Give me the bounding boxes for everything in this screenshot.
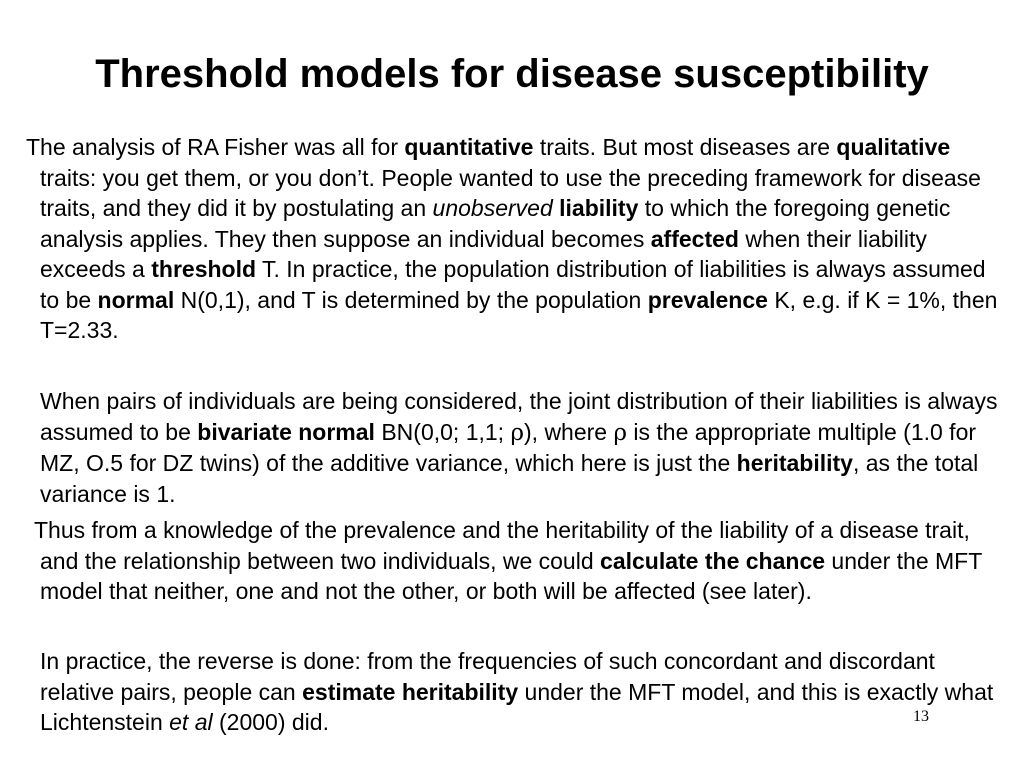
- text-run: to which the foregoing genetic analysis applies. They then suppose an individual becomes: [40, 195, 951, 252]
- text-run: is the appropriate multiple (1.0 for MZ, O.5 for DZ twins) of the additive variance, which here is just the: [40, 418, 977, 476]
- text-run: In practice, the reverse is done: from the frequencies of such concordant and discordant relative pairs, people can: [40, 648, 935, 705]
- term-normal: normal: [97, 286, 175, 313]
- rho-symbol: ρ: [510, 419, 524, 446]
- term-calculate-the-chance: calculate the chance: [600, 547, 826, 574]
- rho-symbol: ρ: [613, 419, 628, 446]
- text-run: traits. But most diseases are: [533, 134, 837, 160]
- text-run: under the MFT model that neither, one and not the other, or both will be affected (see later).: [40, 547, 982, 604]
- paragraph-calculate-chance: [34, 515, 1000, 607]
- term-heritability: heritability: [736, 450, 853, 476]
- slide-number: 13: [913, 708, 929, 725]
- text-run: T. In practice, the population distribution of liabilities is always assumed to be: [40, 256, 986, 313]
- text-run: N(0,1), and T is determined by the population: [174, 286, 648, 313]
- text-run: The analysis of RA Fisher was all for: [26, 134, 405, 160]
- text-run: , as the total variance is 1.: [40, 450, 979, 507]
- term-bivariate-normal: bivariate normal: [197, 418, 375, 445]
- paragraph-fisher-quantitative: [26, 132, 1000, 346]
- term-et-al: et al: [169, 709, 213, 735]
- term-estimate-heritability: estimate heritability: [302, 678, 519, 705]
- term-affected: affected: [650, 225, 739, 252]
- text-run: When pairs of individuals are being considered, the joint distribution of their liabilities is always assumed to be: [40, 388, 998, 445]
- term-qualitative: qualitative: [836, 134, 951, 160]
- text-run: (2000) did.: [212, 709, 329, 735]
- text-run: traits: you get them, or you don’t. People wanted to use the preceding framework for disease traits, and they did it by postulating an: [40, 164, 981, 221]
- term-threshold: threshold: [151, 256, 257, 282]
- slide-title: Threshold models for disease susceptibility: [95, 52, 929, 96]
- text-run: K, e.g. if K = 1%, then T=2.33.: [40, 286, 998, 343]
- text-run: BN(0,0; 1,1;: [374, 418, 511, 445]
- term-prevalence: prevalence: [647, 286, 768, 313]
- text-run: when their liability exceeds a: [40, 225, 927, 282]
- text-run: Thus from a knowledge of the prevalence and the heritability of the liability of a disease trait, and the relationship between two individuals, we could: [34, 517, 970, 574]
- text-run: ), where: [524, 418, 614, 445]
- text-run: under the MFT model, and this is exactly what Lichtenstein: [40, 678, 994, 735]
- paragraph-estimate-heritability: [40, 646, 1000, 738]
- term-quantitative: quantitative: [404, 134, 534, 160]
- term-liability: liability: [559, 195, 639, 221]
- term-unobserved: unobserved: [432, 195, 553, 221]
- paragraph-bivariate-normal: [40, 386, 1000, 509]
